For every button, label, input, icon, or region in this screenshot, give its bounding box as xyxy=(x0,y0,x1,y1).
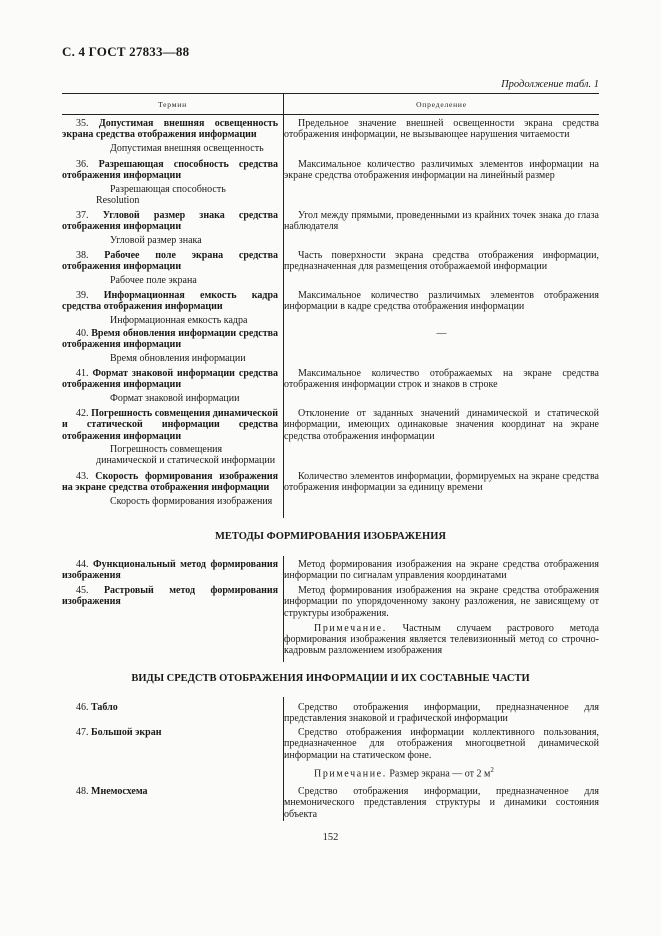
definition-cell: Средство отображения информации, предназначенное для мнемонического представления структуры и динамики состояния объекта xyxy=(284,786,599,820)
term-short: Информационная емкость кадра xyxy=(110,314,248,326)
document-header: С. 4 ГОСТ 27833—88 xyxy=(62,44,190,59)
term-cell: 37. Угловой размер знака средства отображения информации Угловой размер знака xyxy=(62,210,279,246)
term-short: Допустимая внешняя освещенность xyxy=(110,142,264,154)
definition-cell: Максимальное количество отображаемых на экране средства отображения информации строк и знаков в строке xyxy=(284,368,599,391)
definition-cell: Предельное значение внешней освещенности экрана средства отображения информации, не вызывающее нарушения читаемости xyxy=(284,118,599,141)
definition-cell: Количество элементов информации, формируемых на экране средства отображения информации за единицу времени xyxy=(284,471,599,494)
note-text: Частным случаем растрового метода формирования изображения является телевизионный метод со строчно-кадровым разложением изображения xyxy=(284,622,599,657)
section-heading: ВИДЫ СРЕДСТВ ОТОБРАЖЕНИЯ ИНФОРМАЦИИ И ИХ СОСТАВНЫЕ ЧАСТИ xyxy=(131,673,530,684)
term-short: Рабочее поле экрана xyxy=(110,274,197,286)
term-cell: 48. Мнемосхема xyxy=(76,786,148,797)
term-title: Допустимая внешняя освещенность экрана средства отображения информации xyxy=(62,118,279,141)
column-header-definition: Определение xyxy=(416,100,467,109)
definition-text: Средство отображения информации коллективного пользования, предназначенное для отображения многоцветной динамической информации на статическом фоне. xyxy=(284,727,599,761)
term-title: Время обновления информации средства отображения информации xyxy=(62,328,279,351)
term-cell: 42. Погрешность совмещения динамической и статической информации средства отображения информации Погрешность совмещения динамической и статической информации xyxy=(62,408,278,467)
column-header-term: Термин xyxy=(158,100,187,109)
term-title: Информационная емкость кадра средства отображения информации xyxy=(62,290,279,313)
definition-cell: — xyxy=(436,328,447,339)
term-title: Мнемосхема xyxy=(91,786,148,797)
term-cell: 39. Информационная емкость кадра средства отображения информации Информационная емкость кадра xyxy=(62,290,279,326)
note-label: Примечание. xyxy=(314,622,387,634)
section-heading: МЕТОДЫ ФОРМИРОВАНИЯ ИЗОБРАЖЕНИЯ xyxy=(215,531,446,542)
definition-cell: Средство отображения информации, предназначенное для представления знаковой и графической информации xyxy=(284,702,599,725)
definition-cell: Метод формирования изображения на экране средства отображения информации по сигналам управления координатами xyxy=(284,559,599,582)
definition-cell: Отклонение от заданных значений динамической и статической информации, имеющих одинаковые значения координат на экране средства отображения информации xyxy=(284,408,599,442)
table-top-rule xyxy=(62,93,599,94)
definition-cell: Часть поверхности экрана средства отображения информации, предназначенная для размещения отображаемой информации xyxy=(284,250,599,273)
definition-cell: Максимальное количество различимых элементов отображения информации в кадре средства отображения информации xyxy=(284,290,599,313)
term-title: Рабочее поле экрана средства отображения информации xyxy=(62,250,278,273)
term-short: Скорость формирования изображения xyxy=(110,495,273,507)
term-title: Формат знаковой информации средства отображения информации xyxy=(62,368,278,391)
term-cell: 43. Скорость формирования изображения на экране средства отображения информации Скорость формирования изображения xyxy=(62,471,279,507)
term-cell: 44. Функциональный метод формирования изображения xyxy=(62,559,278,582)
term-title: Табло xyxy=(91,702,118,713)
note-superscript: 2 xyxy=(490,765,494,774)
note-text: Размер экрана — от 2 м xyxy=(389,768,491,780)
term-short: Разрешающая способность Resolution xyxy=(96,183,226,206)
definition-cell xyxy=(284,727,599,780)
term-short: Формат знаковой информации xyxy=(110,392,240,404)
note xyxy=(284,623,599,657)
note-label: Примечание. xyxy=(314,768,387,780)
header-bottom-rule xyxy=(62,114,599,115)
term-cell: 36. Разрешающая способность средства отображения информации Разрешающая способность Resolution xyxy=(62,159,278,206)
term-cell: 47. Большой экран xyxy=(76,727,162,738)
definition-cell: Угол между прямыми, проведенными из крайних точек знака до глаза наблюдателя xyxy=(284,210,599,233)
term-cell: 35. Допустимая внешняя освещенность экрана средства отображения информации Допустимая внешняя освещенность xyxy=(62,118,279,154)
definition-cell xyxy=(284,585,599,657)
table-continuation-label: Продолжение табл. 1 xyxy=(501,79,599,90)
term-title: Угловой размер знака средства отображения информации xyxy=(62,210,279,233)
term-cell: 38. Рабочее поле экрана средства отображения информации Рабочее поле экрана xyxy=(62,250,278,286)
term-short: Время обновления информации xyxy=(110,352,246,364)
definition-cell: Максимальное количество различимых элементов информации на экране средства отображения информации на линейный размер xyxy=(284,159,599,182)
term-cell: 46. Табло xyxy=(76,702,118,713)
term-title: Скорость формирования изображения на экране средства отображения информации xyxy=(62,471,279,494)
term-cell: 41. Формат знаковой информации средства отображения информации Формат знаковой информации xyxy=(62,368,278,404)
term-title: Функциональный метод формирования изображения xyxy=(62,559,278,582)
term-title: Разрешающая способность средства отображения информации xyxy=(62,159,278,182)
page-number: 152 xyxy=(322,832,339,843)
term-short: Угловой размер знака xyxy=(110,234,202,246)
note xyxy=(284,765,599,780)
term-title: Растровый метод формирования изображения xyxy=(62,585,279,608)
definition-text: Метод формирования изображения на экране средства отображения информации по упорядоченному закону разложения, не зависящему от структуры изображения. xyxy=(284,585,599,619)
term-title: Большой экран xyxy=(91,727,162,738)
term-short: Погрешность совмещения динамической и статической информации xyxy=(96,443,276,467)
term-cell: 45. Растровый метод формирования изображения xyxy=(62,585,279,608)
term-title: Погрешность совмещения динамической и статической информации средства отображения информации xyxy=(62,408,278,442)
term-cell: 40. Время обновления информации средства отображения информации Время обновления информации xyxy=(62,328,279,364)
